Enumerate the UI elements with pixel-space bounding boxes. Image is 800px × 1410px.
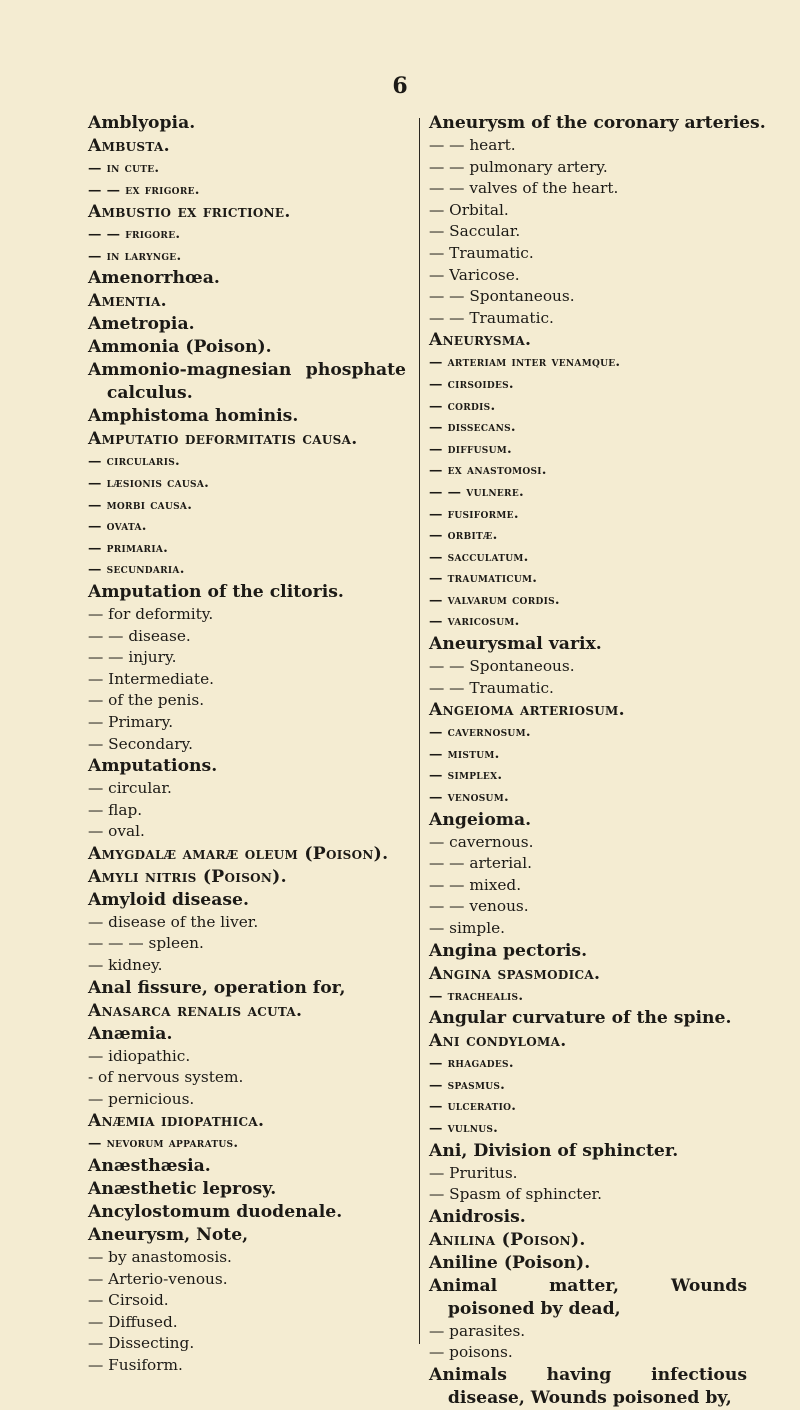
index-entry: Ammonio-magnesian phosphate calculus. [88, 360, 406, 404]
right-index-column [429, 112, 766, 1410]
column-divider [419, 118, 420, 1344]
index-entry: Anæsthæsia. [88, 1156, 211, 1177]
index-entry: - of nervous system. [88, 1068, 244, 1087]
index-entry: Anidrosis. [429, 1206, 526, 1227]
index-entry: Angeioma arteriosum. [429, 700, 625, 721]
index-entry: Amenorrhœa. [88, 268, 220, 289]
index-entry: Amputations. [88, 756, 218, 777]
index-entry: — for deformity. [88, 604, 214, 623]
index-entry: — — Traumatic. [429, 678, 554, 697]
index-entry: — varicosum. [429, 613, 520, 630]
index-entry: Anasarca renalis acuta. [88, 1000, 303, 1021]
index-entry: — Dissecting. [88, 1334, 195, 1353]
index-entry: — — venous. [429, 897, 529, 916]
index-entry: — Intermediate. [88, 669, 214, 688]
index-entry: — rhagades. [429, 1055, 514, 1072]
index-entry: Anal fissure, operation for, [88, 977, 346, 998]
index-entry: Angular curvature of the spine. [429, 1008, 732, 1029]
index-entry: — Pruritus. [429, 1163, 518, 1182]
index-entry: — Traumatic. [429, 243, 534, 262]
index-entry: — cirsoides. [429, 375, 514, 392]
index-entry: Amentia. [88, 291, 167, 312]
index-entry: Ani, Division of sphincter. [429, 1140, 679, 1161]
index-entry: Animal matter, Wounds poisoned by dead, [429, 1275, 747, 1319]
index-entry: — sacculatum. [429, 548, 529, 565]
index-entry: — Saccular. [429, 222, 521, 241]
index-entry: — — disease. [88, 626, 191, 645]
index-entry: — circular. [88, 779, 172, 798]
index-entry: — nevorum apparatus. [88, 1135, 239, 1152]
index-entry: — — frigore. [88, 226, 181, 243]
index-entry: — secundaria. [88, 561, 185, 578]
index-entry: Amphistoma hominis. [88, 406, 299, 427]
index-entry: Ancylostomum duodenale. [88, 1202, 343, 1223]
index-entry: — — arterial. [429, 854, 533, 873]
index-entry: Aneurysma. [429, 330, 532, 351]
index-entry: Amblyopia. [88, 113, 196, 133]
index-entry: — of the penis. [88, 691, 205, 710]
index-entry: — simple. [429, 919, 506, 937]
index-entry: — in larynge. [88, 247, 182, 264]
index-entry: — valvarum cordis. [429, 591, 560, 608]
index-entry: — cavernosum. [429, 724, 531, 741]
index-entry: — cordis. [429, 397, 496, 414]
index-entry: Amputation of the clitoris. [88, 581, 344, 602]
index-entry: — Orbital. [429, 200, 509, 219]
index-entry: Aneurysm, Note, [88, 1225, 249, 1246]
index-entry: — ulceratio. [429, 1098, 517, 1115]
index-entry: Amygdalæ amaræ oleum (Poison). [88, 843, 389, 864]
index-entry: — — mixed. [429, 875, 522, 894]
index-entry: — — ex frigore. [88, 181, 200, 198]
index-entry: — Fusiform. [88, 1356, 183, 1374]
index-entry: Aneurysmal varix. [429, 634, 602, 655]
index-entry: — — Spontaneous. [429, 657, 575, 676]
index-entry: — — Spontaneous. [429, 287, 575, 306]
index-entry: Ani condyloma. [429, 1031, 567, 1052]
index-entry: — vulnus. [429, 1119, 499, 1136]
index-entry: — disease of the liver. [88, 912, 259, 931]
index-entry: Animals having infectious disease, Wounds poisoned by, [429, 1364, 747, 1408]
index-entry: — venosum. [429, 789, 509, 806]
index-entry: — arteriam inter venamque. [429, 354, 621, 371]
index-entry: — — heart. [429, 136, 516, 154]
index-entry: — — Traumatic. [429, 308, 554, 327]
index-entry: — Secondary. [88, 734, 194, 753]
index-entry: Amyloid disease. [88, 889, 249, 910]
index-entry: — Spasm of sphincter. [429, 1185, 603, 1204]
index-entry: — circularis. [88, 453, 180, 470]
index-entry: — diffusum. [429, 440, 512, 457]
index-entry: — ex anastomosi. [429, 462, 547, 479]
index-entry: Aniline (Poison). [429, 1252, 591, 1273]
index-entry: — spasmus. [429, 1076, 506, 1093]
index-entry: Aneurysm of the coronary arteries. [429, 113, 766, 133]
index-entry: — orbitæ. [429, 527, 498, 544]
index-entry: — fusiforme. [429, 505, 519, 522]
index-entry: — mistum. [429, 745, 500, 762]
index-entry: — — pulmonary artery. [429, 157, 608, 176]
index-entry: Amyli nitris (Poison). [88, 866, 287, 887]
index-entry: — idiopathic. [88, 1046, 191, 1065]
index-entry: — Cirsoid. [88, 1291, 169, 1310]
index-entry: Angeioma. [429, 809, 532, 830]
index-entry: — — vulnere. [429, 483, 524, 500]
index-entry: Anæmia idiopathica. [88, 1111, 265, 1132]
index-entry: — Diffused. [88, 1312, 178, 1331]
index-entry: — trachealis. [429, 987, 524, 1004]
left-index-column [88, 112, 406, 1377]
index-entry: — cavernous. [429, 832, 534, 851]
index-entry: — — — spleen. [88, 934, 204, 953]
index-entry: — simplex. [429, 767, 503, 784]
index-entry: — pernicious. [88, 1089, 195, 1108]
index-entry: — in cute. [88, 160, 160, 176]
index-entry: — kidney. [88, 956, 163, 975]
index-entry: — Primary. [88, 712, 174, 731]
index-entry: Ametropia. [88, 314, 195, 335]
index-entry: — flap. [88, 800, 143, 819]
index-entry: Ambusta. [88, 136, 170, 156]
index-entry: — læsionis causa. [88, 474, 210, 491]
index-entry: — by anastomosis. [88, 1248, 232, 1267]
index-entry: — oval. [88, 822, 145, 841]
index-entry: — — injury. [88, 648, 177, 667]
index-entry: Anæmia. [88, 1023, 173, 1044]
index-entry: Amputatio deformitatis causa. [88, 429, 358, 450]
index-entry: Anæsthetic leprosy. [88, 1179, 277, 1200]
index-entry: Angina spasmodica. [429, 963, 601, 984]
index-entry: — ovata. [88, 518, 147, 535]
index-entry: — dissecans. [429, 419, 516, 436]
index-entry: Ammonia (Poison). [88, 337, 272, 358]
page-number: 6 [392, 73, 408, 99]
index-entry: Ambustio ex frictione. [88, 202, 291, 223]
index-entry: — Arterio-venous. [88, 1269, 228, 1288]
index-entry: Anilina (Poison). [429, 1229, 586, 1250]
index-entry: — — valves of the heart. [429, 179, 619, 198]
index-entry: — poisons. [429, 1343, 513, 1362]
index-entry: — traumaticum. [429, 570, 538, 587]
index-entry: — parasites. [429, 1321, 526, 1340]
index-entry: — primaria. [88, 539, 169, 556]
index-entry: Angina pectoris. [429, 940, 588, 961]
index-entry: — Varicose. [429, 265, 520, 284]
index-entry: — morbi causa. [88, 496, 193, 513]
